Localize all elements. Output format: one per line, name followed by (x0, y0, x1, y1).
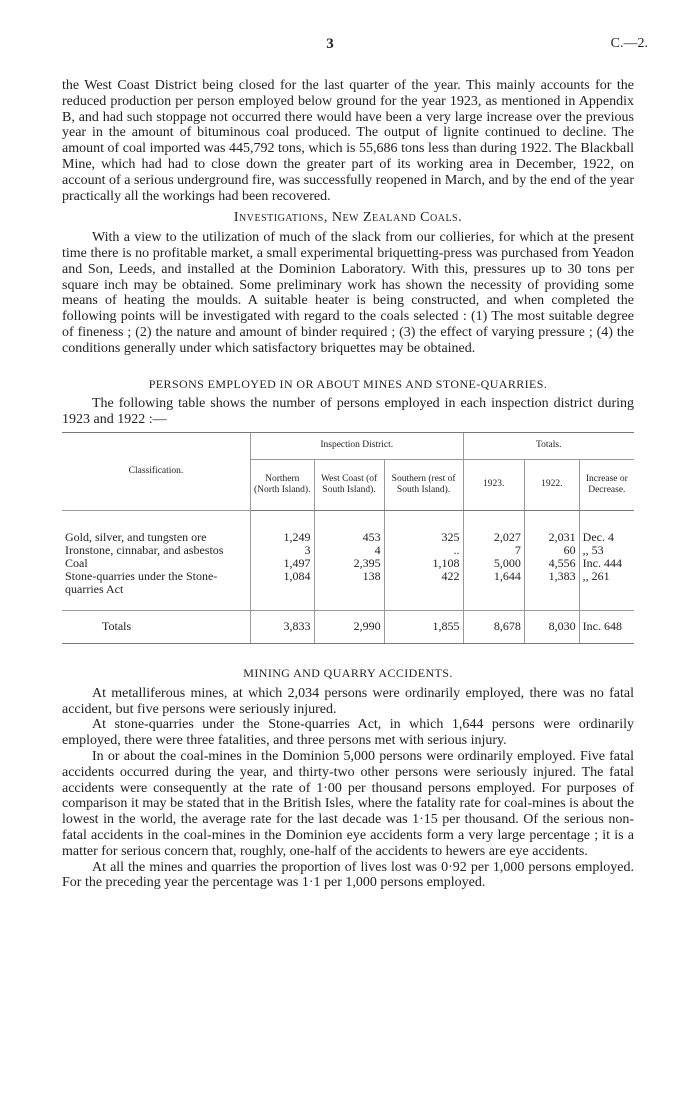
investigations-paragraph: With a view to the utilization of much of the slack from our collieries, for which at the present time there is no profitable market, a small experimental briquetting-press was purchased from Yeadon and Son, Leeds, and installed at the Dominion Laboratory. With this, pressures up to 30 tons per square inch may be obtained. Some preliminary work has shown the necessity of providing some means of heating the moulds. A suitable heater is being constructed, and when completed the following points will be investigated with regard to the coals selected : (1) The most suitable degree of fineness ; (2) the nature and amount of binder required ; (3) the effect of varying pressure ; (4) the conditions generally under which satisfactory briquettes may be obtained. (62, 230, 634, 356)
page-header (0, 36, 700, 58)
table-row (62, 544, 634, 557)
table-row (62, 557, 634, 570)
totals-label: Totals (62, 610, 250, 643)
cell-westcoast: 138 (314, 570, 384, 611)
cell-northern: 1,497 (250, 557, 314, 570)
row-label: Coal (65, 555, 88, 570)
cell-1922: 4,556 (524, 557, 579, 570)
cell-1922: 60 (524, 544, 579, 557)
cell-change: Dec. 4 (579, 510, 634, 544)
intro-paragraph: the West Coast District being closed for the last quarter of the year. This mainly accounts for the reduced production per person employed below ground for the year 1923, as mentioned in Appendix B, and had such stoppage not occurred there would have been a very large increase over the previous year in the amount of bituminous coal produced. The output of lignite continued to decline. The amount of coal imported was 445,792 tons, which is 55,686 tons less than during 1922. The Blackball Mine, which had had to close down the greater part of its working area in December, 1922, on account of a serious underground fire, was successfully reopened in March, and by the end of the year practically all the workings had been recovered. (62, 78, 634, 204)
cell-southern: 1,108 (384, 557, 463, 570)
col-1922: 1922. (524, 459, 579, 510)
accidents-paragraph: In or about the coal-mines in the Dominion 5,000 persons were ordinarily employed. Five fatal accidents occurred during the year, and thirty-two other persons were seriously injured. The fatal accidents were consequently at the rate of 1·00 per thousand persons employed. For purposes of comparison it may be stated that in the British Isles, where the fatality rate for coal-mines is about the lowest in the world, the average rate for the last decade was 1·15 per thousand. Of the serious non-fatal accidents in the coal-mines in the Dominion eye accidents form a very large percentage ; it is a matter for serious concern that, roughly, one-half of the accidents to hewers are eye accidents. (62, 748, 634, 859)
page-number: 3 (326, 36, 334, 52)
cell-1923: 2,027 (463, 510, 524, 544)
cell-northern: 1,084 (250, 570, 314, 611)
cell-1922: 2,031 (524, 510, 579, 544)
persons-heading: PERSONS EMPLOYED IN OR ABOUT MINES AND STONE-QUARRIES. (148, 376, 548, 391)
cell-westcoast: 2,395 (314, 557, 384, 570)
cell-southern: 422 (384, 570, 463, 611)
persons-paragraph: The following table shows the number of persons employed in each inspection district during 1923 and 1922 :— (62, 396, 634, 428)
table-group-header-row (62, 432, 634, 459)
accidents-paragraph: At stone-quarries under the Stone-quarries Act, in which 1,644 persons were ordinarily employed, there were three fatalities, and three persons met with serious injury. (62, 717, 634, 749)
table-row (62, 570, 634, 611)
cell-1922: 1,383 (524, 570, 579, 611)
cell-southern: .. (384, 544, 463, 557)
total-1922: 8,030 (524, 610, 579, 643)
accidents-paragraph: At all the mines and quarries the proportion of lives lost was 0·92 per 1,000 persons employed. For the preceding year the percentage was 1·1 per 1,000 persons employed. (62, 859, 634, 891)
col-southern: Southern (rest of South Island). (384, 459, 463, 510)
col-classification: Classification. (62, 432, 250, 510)
total-1923: 8,678 (463, 610, 524, 643)
cell-westcoast: 4 (314, 544, 384, 557)
cell-change: Inc. 444 (579, 557, 634, 570)
accidents-paragraph: At metalliferous mines, at which 2,034 persons were ordinarily employed, there was no fatal accident, but five persons were seriously injured. (62, 685, 634, 717)
cell-1923: 5,000 (463, 557, 524, 570)
total-southern: 1,855 (384, 610, 463, 643)
table-row (62, 510, 634, 544)
cell-northern: 3 (250, 544, 314, 557)
page-body (62, 78, 634, 891)
group-totals: Totals. (463, 432, 634, 459)
col-northern: Northern (North Island). (250, 459, 314, 510)
total-northern: 3,833 (250, 610, 314, 643)
cell-westcoast: 453 (314, 510, 384, 544)
investigations-heading: Investigations, New Zealand Coals. (233, 210, 463, 226)
cell-change: ,, 261 (579, 570, 634, 611)
cell-change: ,, 53 (579, 544, 634, 557)
row-label: Stone-quarries under the Stone-quarries Act (65, 568, 218, 596)
cell-1923: 7 (463, 544, 524, 557)
table-totals-row (62, 610, 634, 643)
total-westcoast: 2,990 (314, 610, 384, 643)
col-westcoast: West Coast (of South Island). (314, 459, 384, 510)
row-label: Ironstone, cinnabar, and asbestos (65, 542, 224, 557)
col-change: Increase or Decrease. (579, 459, 634, 510)
cell-northern: 1,249 (250, 510, 314, 544)
cell-southern: 325 (384, 510, 463, 544)
row-label: Gold, silver, and tungsten ore (65, 529, 207, 544)
persons-employed-table (62, 432, 634, 644)
total-change: Inc. 648 (579, 610, 634, 643)
document-reference: C.—2. (610, 36, 648, 51)
col-1923: 1923. (463, 459, 524, 510)
cell-1923: 1,644 (463, 570, 524, 611)
group-inspection-district: Inspection District. (250, 432, 463, 459)
accidents-heading: MINING AND QUARRY ACCIDENTS. (243, 665, 453, 680)
